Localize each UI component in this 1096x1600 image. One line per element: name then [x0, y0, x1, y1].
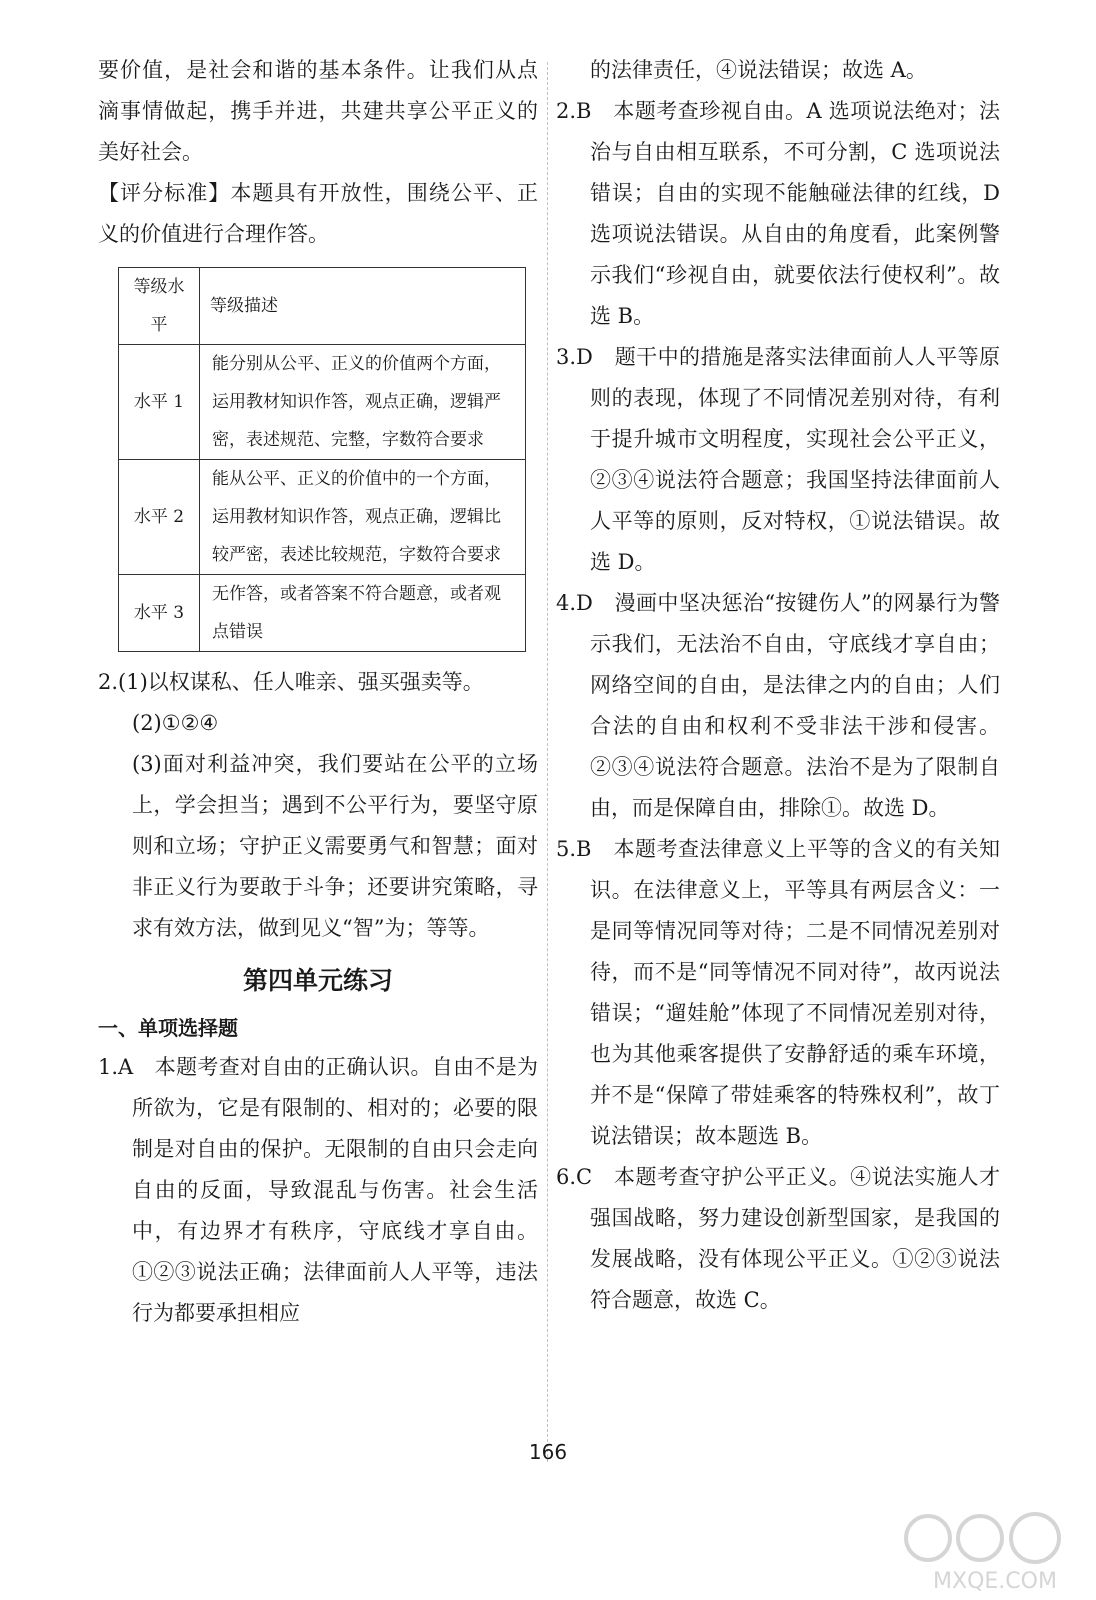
answer-5: 5.B 本题考查法律意义上平等的含义的有关知识。在法律意义上，平等具有两层含义：一是同等情况同等对待；二是不同情况差别对待，而不是“同等情况不同对待”，故丙说法错误；“遛娃舱”体现了不同情况差别对待，也为其他乘客提供了安静舒适的乘车环境，并不是“保障了带娃乘客的特殊权利”，故丁说法错误；故本题选 B。	[556, 837, 1000, 1148]
table-row	[119, 575, 526, 652]
page-number: 166	[528, 1440, 568, 1464]
table-header-desc: 等级描述	[200, 268, 526, 345]
answer-3: 3.D 题干中的措施是落实法律面前人人平等原则的表现，体现了不同情况差别对待，有利于提升城市文明程度，实现社会公平正义，②③④说法符合题意；我国坚持法律面前人人平等的原则，反对特权，①说法错误。故选 D。	[556, 345, 1000, 574]
answer-1-continued: 的法律责任，④说法错误；故选 A。	[590, 58, 927, 82]
column-divider	[547, 62, 548, 1462]
scoring-standard: 【评分标准】本题具有开放性，围绕公平、正义的价值进行合理作答。	[98, 181, 538, 246]
table-cell-level: 水平 3	[119, 575, 200, 652]
table-header-level: 等级水平	[119, 268, 200, 345]
answer-4: 4.D 漫画中坚决惩治“按键伤人”的网暴行为警示我们，无法治不自由，守底线才享自由；网络空间的自由，是法律之内的自由；人们合法的自由和权利不受非法干涉和侵害。②③④说法符合题意。法治不是为了限制自由，而是保障自由，排除①。故选 D。	[556, 591, 1000, 820]
answer-2: 2.B 本题考查珍视自由。A 选项说法绝对；法治与自由相互联系，不可分割，C 选项说法错误；自由的实现不能触碰法律的红线，D 选项说法错误。从自由的角度看，此案例警示我们“珍视自由，就要依法行使权利”。故选 B。	[556, 99, 1000, 328]
intro-paragraph: 要价值，是社会和谐的基本条件。让我们从点滴事情做起，携手并进，共建共享公平正义的美好社会。	[98, 58, 538, 164]
table-row	[119, 345, 526, 460]
table-cell-desc: 能从公平、正义的价值中的一个方面，运用教材知识作答，观点正确，逻辑比较严密，表述比较规范，字数符合要求	[200, 460, 526, 575]
answer-2-3: (3)面对利益冲突，我们要站在公平的立场上，学会担当；遇到不公平行为，要坚守原则和立场；守护正义需要勇气和智慧；面对非正义行为要敢于斗争；还要讲究策略，寻求有效方法，做到见义“智”为；等等。	[132, 752, 538, 940]
answer-2-1: 2.(1)以权谋私、任人唯亲、强买强卖等。	[98, 670, 484, 694]
table-cell-level: 水平 1	[119, 345, 200, 460]
right-column	[556, 50, 1000, 1321]
watermark-logo	[900, 1508, 1090, 1596]
table-cell-desc: 无作答，或者答案不符合题意，或者观点错误	[200, 575, 526, 652]
scoring-table	[118, 267, 526, 652]
table-header-row	[119, 268, 526, 345]
table-cell-desc: 能分别从公平、正义的价值两个方面，运用教材知识作答，观点正确，逻辑严密，表述规范、完整，字数符合要求	[200, 345, 526, 460]
section-title: 一、单项选择题	[98, 1016, 238, 1040]
answer-6: 6.C 本题考查守护公平正义。④说法实施人才强国战略，努力建设创新型国家，是我国的发展战略，没有体现公平正义。①②③说法符合题意，故选 C。	[556, 1165, 1000, 1312]
answer-1: 1.A 本题考查对自由的正确认识。自由不是为所欲为，它是有限制的、相对的；必要的限制是对自由的保护。无限制的自由只会走向自由的反面，导致混乱与伤害。社会生活中，有边界才有秩序，守底线才享自由。①②③说法正确；法律面前人人平等，违法行为都要承担相应	[98, 1055, 538, 1325]
left-column	[98, 50, 538, 1334]
watermark-text: MXQE.COM	[933, 1569, 1057, 1594]
unit-title: 第四单元练习	[242, 966, 393, 995]
table-row	[119, 460, 526, 575]
answer-2-2: (2)①②④	[132, 711, 219, 735]
table-cell-level: 水平 2	[119, 460, 200, 575]
